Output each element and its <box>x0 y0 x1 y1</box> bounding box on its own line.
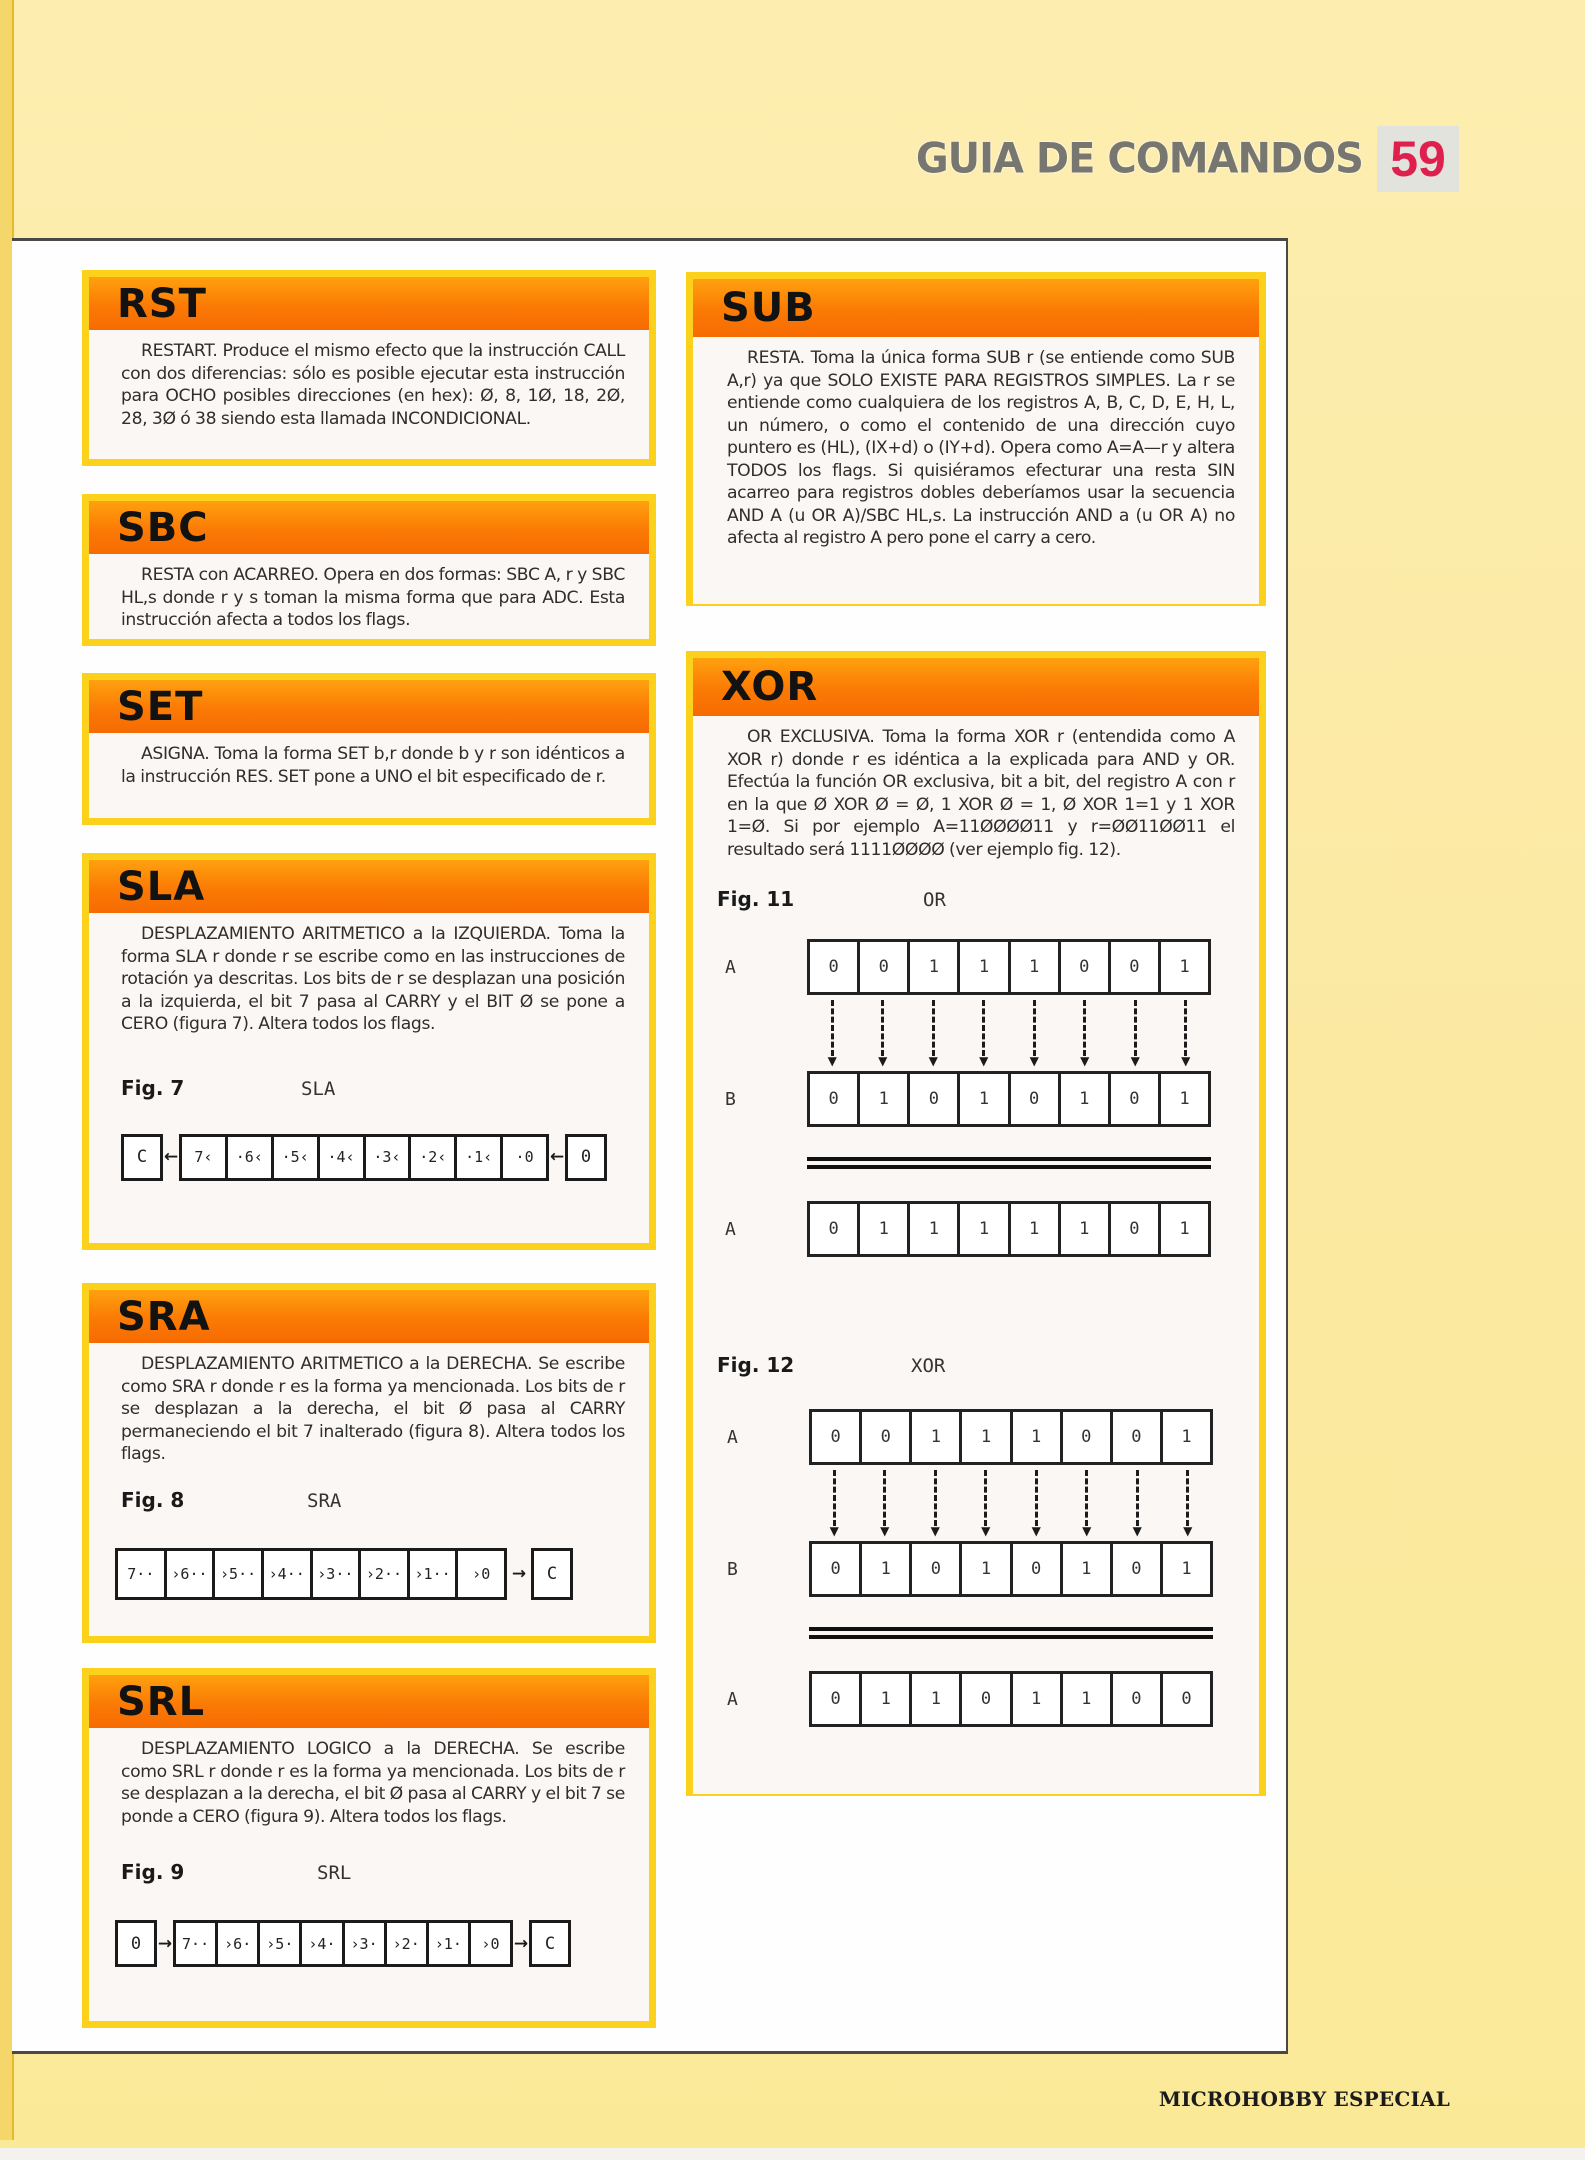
card-description: RESTA. Toma la única forma SUB r (se entiende como SUB A,r) ya que SOLO EXISTE PARA REGISTROS SIMPLES. La r se entiende como cualquiera de los registros A, B, C, D, E, H, L, un número, o como el contenido de una dirección cuyo puntero es (HL), (IX+d) o (IY+d). Opera como A=A—r y altera TODOS los flags. Si quisiéramos efecturar una resta SIN acarreo para registros dobles deberíamos usar la secuencia AND A (u OR A)/SBC HL,s. La instrucción AND a (u OR A) no afecta al registro A pero pone el carry a cero. <box>727 348 1235 548</box>
bit-cell: › 3 · <box>342 1923 384 1964</box>
arrow-down-icon: ▼ <box>908 995 959 1071</box>
bit-cell: › 6 ·· <box>164 1551 213 1597</box>
register-label: A <box>725 1218 736 1240</box>
bit-cell: 1 <box>1058 1074 1108 1124</box>
bit-cell: › 4 ·· <box>261 1551 310 1597</box>
card-body <box>89 1343 649 1636</box>
figure-title: XOR <box>911 1355 946 1377</box>
bit-cell: 1 <box>859 1674 909 1724</box>
card-title: RST <box>117 280 207 327</box>
bit-cell: 1 <box>1058 1204 1108 1254</box>
zero-input-box: 0 <box>565 1134 607 1181</box>
arrow-down-icon: ▼ <box>1060 995 1111 1071</box>
bit-cell: › 0 <box>468 1923 510 1964</box>
bit-cell: › 5 · <box>257 1923 299 1964</box>
bit-cell: 1 <box>1158 1204 1208 1254</box>
bit-cell: 1 <box>1010 1412 1060 1462</box>
bit-cell: 0 <box>830 1559 841 1579</box>
card-body <box>89 330 649 459</box>
figure-caption <box>717 1353 1235 1377</box>
bit-cell: 0 <box>1108 942 1158 992</box>
card-body <box>89 1728 649 2021</box>
bit-cell: › 3 ·· <box>310 1551 359 1597</box>
card-sra <box>82 1283 656 1643</box>
bit-cell: 1 <box>1160 1412 1210 1462</box>
card-body <box>89 913 649 1243</box>
arrow-down-icon: ▼ <box>959 995 1010 1071</box>
bit-cells <box>809 1671 1213 1727</box>
bit-cell: › 4 · <box>299 1923 341 1964</box>
card-header <box>693 279 1259 337</box>
arrow-right-icon: → <box>511 1563 527 1584</box>
card-header <box>89 501 649 554</box>
bit-cell: · 5 ‹ <box>271 1137 317 1178</box>
figure-label: Fig. 12 <box>717 1353 795 1377</box>
bit-cell: 1 <box>857 1204 907 1254</box>
bit-cell: › 0 <box>455 1551 504 1597</box>
card-sbc <box>82 494 656 646</box>
figure-title: OR <box>923 889 946 911</box>
srl-shift-diagram <box>115 1920 625 1967</box>
arrow-down-icon: ▼ <box>858 995 909 1071</box>
card-sub <box>686 272 1266 606</box>
bit-cell: 0 <box>828 1219 839 1239</box>
arrow-down-icon: ▼ <box>1011 1465 1062 1541</box>
bit-cell: 1 <box>859 1544 909 1594</box>
bit-cell: 1 <box>959 1544 1009 1594</box>
card-title: SUB <box>721 285 816 331</box>
arrow-down-icon: ▼ <box>1009 995 1060 1071</box>
card-title: SRL <box>117 1678 206 1725</box>
page-bottom-margin <box>0 2148 1585 2160</box>
bit-cell: 1 <box>1158 942 1208 992</box>
register-label: A <box>727 1688 738 1710</box>
bit-cell: 0 <box>909 1544 959 1594</box>
arrow-down-icon: ▼ <box>1110 995 1161 1071</box>
bit-cell: › 1 ·· <box>407 1551 456 1597</box>
card-body <box>693 337 1259 604</box>
bit-cell: 0 <box>1160 1674 1210 1724</box>
card-title: SET <box>117 683 204 730</box>
sla-shift-diagram <box>121 1134 625 1181</box>
bit-cell: 0 <box>1008 1074 1058 1124</box>
page-header <box>916 128 1459 190</box>
card-header <box>89 680 649 733</box>
result-rule <box>807 1157 1211 1169</box>
carry-box: C <box>121 1134 163 1181</box>
register-bits <box>115 1548 507 1600</box>
bit-cell: 0 <box>1010 1544 1060 1594</box>
arrow-left-icon: ← <box>163 1147 179 1167</box>
arrow-down-icon: ▼ <box>1112 1465 1163 1541</box>
arrow-down-icon: ▼ <box>1062 1465 1113 1541</box>
card-description: DESPLAZAMIENTO LOGICO a la DERECHA. Se escribe como SRL r donde r es la forma ya mencionada. Los bits de r se desplazan a la derecha, el bit Ø pasa al CARRY y el bit 7 se ponde a CERO (figura 9). Altera todos los flags. <box>121 1739 625 1827</box>
dashed-arrows <box>807 995 1211 1071</box>
figure-caption <box>121 1076 625 1100</box>
figure-caption <box>121 1488 625 1512</box>
carry-box: C <box>531 1548 573 1600</box>
bit-cell: › 6 · <box>215 1923 257 1964</box>
arrow-down-icon: ▼ <box>860 1465 911 1541</box>
bit-cell: › 5 ·· <box>212 1551 261 1597</box>
arrow-down-icon: ▼ <box>807 995 858 1071</box>
card-description: DESPLAZAMIENTO ARITMETICO a la DERECHA. Se escribe como SRA r donde r es la forma ya mencionada. Los bits de r se desplazan a la derecha, el bit Ø pasa al CARRY permaneciendo el bit 7 inalterado (figura 8). Altera todos los flags. <box>121 1354 625 1464</box>
arrow-right-icon: → <box>157 1933 173 1954</box>
figure-label: Fig. 9 <box>121 1860 185 1884</box>
bit-cell: 0 <box>1110 1412 1160 1462</box>
arrow-down-icon: ▼ <box>1163 1465 1214 1541</box>
bit-cells <box>807 1071 1211 1127</box>
arrow-down-icon: ▼ <box>1161 995 1212 1071</box>
bit-cell: 0 <box>959 1674 1009 1724</box>
card-title: SLA <box>117 863 206 910</box>
arrow-down-icon: ▼ <box>961 1465 1012 1541</box>
bit-cell: 7 ·· <box>127 1564 155 1583</box>
figure-caption <box>717 887 1235 911</box>
dashed-arrows <box>809 1465 1213 1541</box>
bit-cell: · 0 <box>500 1137 546 1178</box>
card-header <box>693 658 1259 716</box>
bit-cell: · 3 ‹ <box>363 1137 409 1178</box>
figure-title: SLA <box>301 1077 336 1100</box>
bit-cell: 1 <box>1060 1674 1110 1724</box>
card-header <box>89 860 649 913</box>
bit-cell: 0 <box>1110 1674 1160 1724</box>
bit-cell: 0 <box>828 957 839 977</box>
bit-cell: 0 <box>830 1689 841 1709</box>
figure-caption <box>121 1860 625 1884</box>
card-title: SBC <box>117 504 209 551</box>
card-body <box>89 733 649 818</box>
card-description: ASIGNA. Toma la forma SET b,r donde b y r son idénticos a la instrucción RES. SET pone a UNO el bit especificado de r. <box>121 744 625 787</box>
bit-cell: 0 <box>1108 1074 1158 1124</box>
bit-cell: · 1 ‹ <box>454 1137 500 1178</box>
bit-cell: 1 <box>1010 1674 1060 1724</box>
or-diagram <box>717 939 1235 1257</box>
card-description: RESTART. Produce el mismo efecto que la instrucción CALL con dos diferencias: sólo es posible ejecutar esta instrucción para OCHO posibles direcciones (en hex): Ø, 8, 1Ø, 18, 2Ø, 28, 3Ø ó 38 siendo esta llamada INCONDICIONAL. <box>121 341 625 429</box>
bit-cell: 7 ·· <box>182 1934 210 1953</box>
carry-box: C <box>529 1920 571 1967</box>
figure-label: Fig. 11 <box>717 887 795 911</box>
bit-cell: 1 <box>1158 1074 1208 1124</box>
bit-cells <box>809 1541 1213 1597</box>
bit-cell: 1 <box>957 1074 1007 1124</box>
page-number: 59 <box>1377 126 1459 192</box>
bit-cells <box>807 1201 1211 1257</box>
sra-shift-diagram <box>115 1548 625 1600</box>
register-row-result <box>719 1671 1235 1727</box>
bit-cell: 0 <box>1108 1204 1158 1254</box>
figure-label: Fig. 8 <box>121 1487 185 1512</box>
section-title: GUIA DE COMANDOS <box>915 134 1363 184</box>
card-srl <box>82 1668 656 2028</box>
register-row-result <box>717 1201 1235 1257</box>
bit-cell: 0 <box>830 1427 841 1447</box>
register-bits <box>173 1920 513 1967</box>
bit-cell: 7 ‹ <box>194 1148 213 1166</box>
card-title: XOR <box>721 664 819 710</box>
bit-cell: · 2 ‹ <box>408 1137 454 1178</box>
register-row-b <box>717 1071 1235 1127</box>
register-row-b <box>719 1541 1235 1597</box>
card-description: DESPLAZAMIENTO ARITMETICO a la IZQUIERDA. Toma la forma SLA r donde r se escribe como en las instrucciones de rotación ya descritas. Los bits de r se desplazan una posición a la izquierda, el bit 7 pasa al CARRY y el BIT Ø se pone a CERO (figura 7). Altera todos los flags. <box>121 924 625 1034</box>
publication-footer: MICROHOBBY ESPECIAL <box>1158 2087 1450 2111</box>
bit-cell: 1 <box>1008 942 1058 992</box>
card-description: OR EXCLUSIVA. Toma la forma XOR r (entendida como A XOR r) donde r es idéntica a la explicada para AND y OR. Efectúa la función OR exclusiva, bit a bit, del registro A con r en la que Ø XOR Ø = Ø, 1 XOR Ø = 1, Ø XOR 1=1 y 1 XOR 1=Ø. Si por ejemplo A=11ØØØØ11 y r=ØØ11ØØ11 el resultado será 1111ØØØØ (ver ejemplo fig. 12). <box>727 727 1235 860</box>
card-body <box>693 716 1259 1794</box>
card-header <box>89 1290 649 1343</box>
register-row-a <box>717 939 1235 995</box>
arrow-right-icon: → <box>513 1933 529 1954</box>
bit-cell: 1 <box>1060 1544 1110 1594</box>
card-body <box>89 554 649 639</box>
bit-cell: 0 <box>1110 1544 1160 1594</box>
zero-input-box: 0 <box>115 1920 157 1967</box>
bit-cell: 0 <box>857 942 907 992</box>
card-xor <box>686 651 1266 1796</box>
bit-cell: 1 <box>909 1674 959 1724</box>
bit-cell: 1 <box>907 942 957 992</box>
bit-cell: › 2 · <box>384 1923 426 1964</box>
arrow-down-icon: ▼ <box>910 1465 961 1541</box>
card-description: RESTA con ACARREO. Opera en dos formas: SBC A, r y SBC HL,s donde r y s toman la misma forma que para ADC. Esta instrucción afecta a todos los flags. <box>121 565 625 630</box>
figure-title: SRL <box>317 1862 352 1884</box>
bit-cell: 1 <box>1008 1204 1058 1254</box>
bit-cell: · 6 ‹ <box>225 1137 271 1178</box>
bit-cell: 1 <box>909 1412 959 1462</box>
bit-cell: › 1 · <box>426 1923 468 1964</box>
bit-cell: 0 <box>859 1412 909 1462</box>
figure-label: Fig. 7 <box>121 1075 185 1100</box>
arrow-down-icon: ▼ <box>809 1465 860 1541</box>
bit-cell: › 2 ·· <box>358 1551 407 1597</box>
card-header <box>89 1675 649 1728</box>
card-rst <box>82 270 656 466</box>
register-label: A <box>727 1426 738 1448</box>
bit-cells <box>809 1409 1213 1465</box>
bit-cell: 0 <box>828 1089 839 1109</box>
arrow-left-icon: ← <box>549 1147 565 1167</box>
figure-title: SRA <box>307 1489 342 1512</box>
bit-cell: 0 <box>1058 942 1108 992</box>
bit-cells <box>807 939 1211 995</box>
bit-cell: 1 <box>857 1074 907 1124</box>
bit-cell: 1 <box>957 942 1007 992</box>
bit-cell: 0 <box>907 1074 957 1124</box>
bit-cell: 1 <box>957 1204 1007 1254</box>
card-sla <box>82 853 656 1250</box>
register-label: B <box>727 1558 738 1580</box>
card-header <box>89 277 649 330</box>
bit-cell: 0 <box>1060 1412 1110 1462</box>
register-bits <box>179 1134 549 1181</box>
bit-cell: 1 <box>1160 1544 1210 1594</box>
bit-cell: · 4 ‹ <box>317 1137 363 1178</box>
xor-diagram <box>719 1409 1235 1727</box>
bit-cell: 1 <box>907 1204 957 1254</box>
card-title: SRA <box>117 1293 211 1340</box>
card-set <box>82 673 656 825</box>
register-row-a <box>719 1409 1235 1465</box>
register-label: B <box>725 1088 736 1110</box>
result-rule <box>809 1627 1213 1639</box>
bit-cell: 1 <box>959 1412 1009 1462</box>
register-label: A <box>725 956 736 978</box>
